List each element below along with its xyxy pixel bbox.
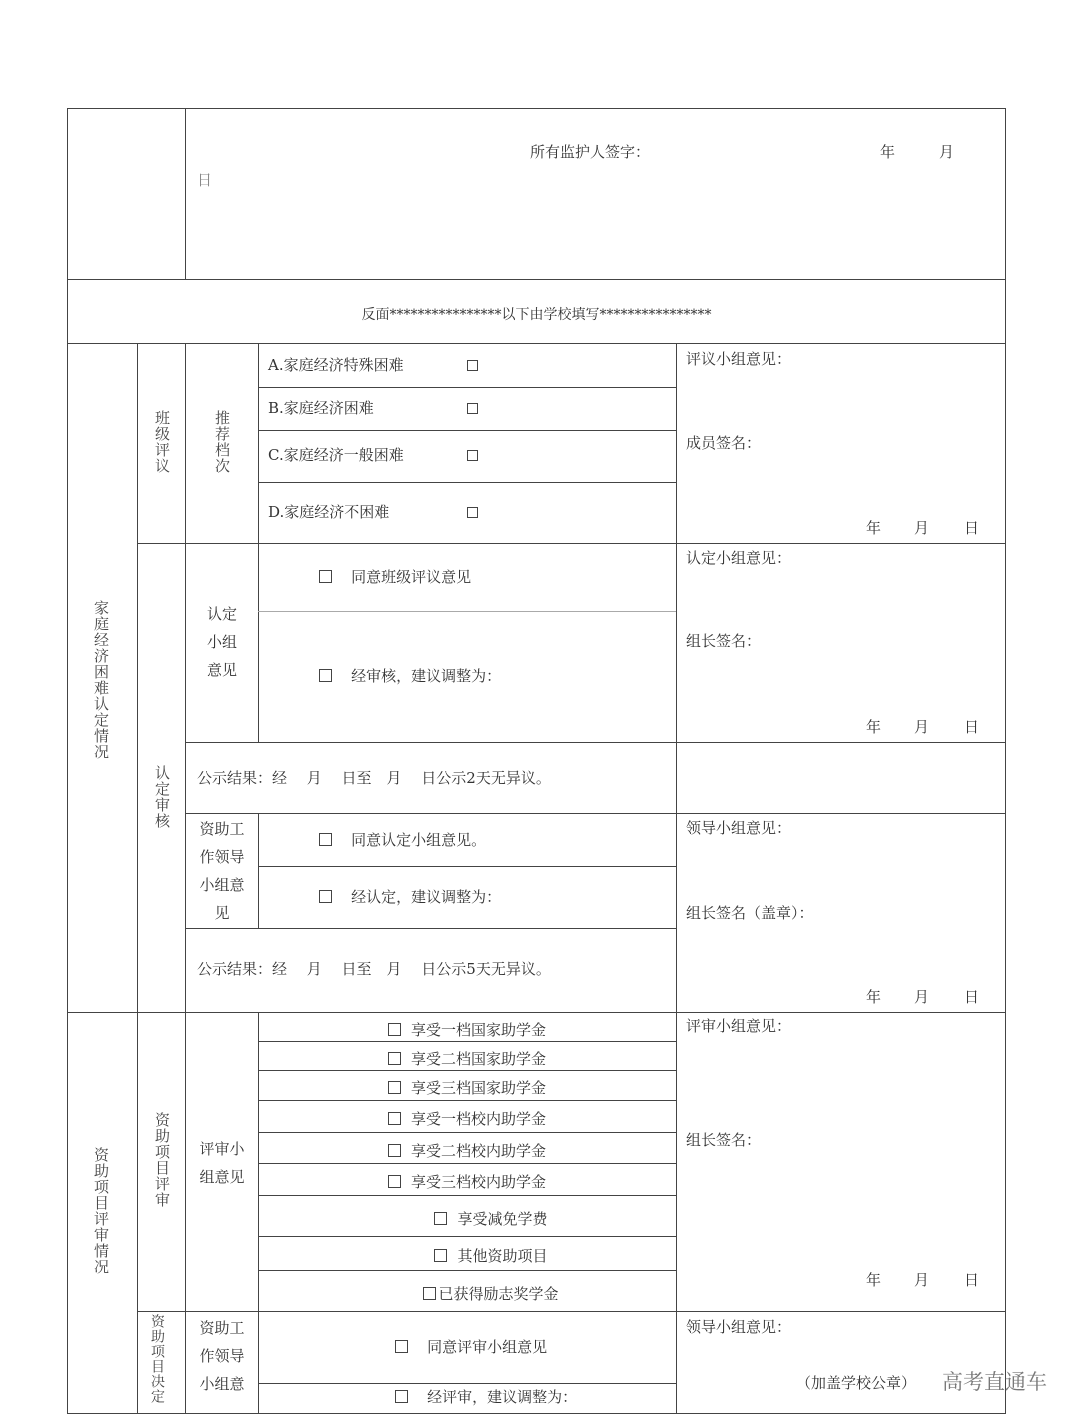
aid-option-8 — [258, 1245, 676, 1266]
watermark: 高考直通车 — [942, 1370, 1047, 1394]
leader-date-month: 月 — [914, 988, 930, 1006]
aid-option-6-checkbox[interactable] — [388, 1175, 401, 1188]
review-group-opinion-label: 评议小组意见： — [686, 350, 792, 368]
label-line: 认定 — [206, 605, 237, 623]
label-line: 作领导 — [199, 1347, 245, 1365]
guardian-date-year: 年 — [880, 143, 896, 161]
project-review-date-day: 日 — [964, 1271, 980, 1289]
aid-option-2-checkbox[interactable] — [388, 1052, 401, 1065]
grid-line — [676, 343, 677, 1414]
guardian-signature-field[interactable] — [187, 110, 1004, 277]
grid-line — [185, 928, 676, 929]
leader-date-year: 年 — [866, 988, 882, 1006]
agree-class-review-option — [319, 570, 471, 585]
project-decision-label: 资助项目决定 — [149, 1314, 165, 1404]
option-label: 享受一档国家助学金 — [410, 1021, 546, 1039]
grid-line — [258, 1100, 676, 1101]
publicity-result-2days: 公示结果：经 月 日至 月 日公示2天无异议。 — [197, 769, 551, 787]
agree-review-panel-checkbox[interactable] — [395, 1340, 408, 1353]
grid-line — [258, 1041, 676, 1042]
class-review-label: 班级评议 — [153, 410, 171, 474]
leader-group-label — [186, 815, 258, 927]
review-group-label — [186, 1135, 258, 1191]
guardian-date-day: 日 — [197, 171, 213, 189]
label-line: 组意见 — [199, 1168, 245, 1186]
agree-class-review-checkbox[interactable] — [319, 570, 332, 583]
verification-group-label — [186, 600, 258, 684]
school-fill-divider: 反面****************以下由学校填写**************** — [361, 307, 712, 323]
label-line: 见 — [214, 904, 230, 922]
grid-line — [67, 279, 1006, 280]
level-c-checkbox[interactable] — [467, 450, 478, 461]
grid-line — [258, 866, 676, 867]
label-line: 资助工 — [199, 820, 245, 838]
option-label: 同意认定小组意见。 — [351, 831, 487, 849]
adjust-after-review-option — [319, 669, 501, 684]
grid-line — [67, 1012, 1006, 1013]
level-d-checkbox[interactable] — [467, 507, 478, 518]
option-label: 同意评审小组意见 — [427, 1338, 548, 1356]
option-label: 经审核，建议调整为： — [351, 667, 502, 685]
section1-title: 家庭经济困难认定情况 — [92, 600, 110, 760]
decision-group-label — [186, 1314, 258, 1398]
level-option-c: C.家庭经济一般困难 — [268, 446, 404, 464]
adjust-after-review-checkbox[interactable] — [319, 669, 332, 682]
decision-leader-opinion-label: 领导小组意见： — [686, 1318, 792, 1336]
leader-date-day: 日 — [964, 988, 980, 1006]
grid-line — [137, 1311, 1006, 1312]
table-border-top — [67, 108, 1006, 109]
aid-option-7-checkbox[interactable] — [434, 1212, 447, 1225]
verification-date-year: 年 — [866, 718, 882, 736]
grid-line — [258, 1070, 676, 1071]
grid-line — [258, 1195, 676, 1196]
level-a-checkbox[interactable] — [467, 360, 478, 371]
option-label: 享受三档国家助学金 — [410, 1079, 546, 1097]
grid-line — [258, 387, 676, 388]
label-line: 小组 — [206, 633, 237, 651]
level-option-b: B.家庭经济困难 — [268, 399, 374, 417]
option-label: 已获得励志奖学金 — [438, 1285, 559, 1303]
option-label: 享受二档校内助学金 — [410, 1142, 546, 1160]
adjust-after-verification-option — [319, 890, 501, 905]
agree-review-panel-option — [395, 1340, 547, 1355]
option-label: 享受一档校内助学金 — [410, 1110, 546, 1128]
grid-line — [137, 543, 1006, 544]
option-label: 享受二档国家助学金 — [410, 1050, 546, 1068]
aid-option-5 — [258, 1140, 676, 1161]
aid-option-1 — [258, 1019, 676, 1040]
grid-line — [185, 813, 1006, 814]
verification-label: 认定审核 — [153, 765, 171, 829]
aid-option-1-checkbox[interactable] — [388, 1023, 401, 1036]
section2-title: 资助项目评审情况 — [92, 1147, 110, 1275]
grid-line — [258, 1270, 676, 1271]
adjust-after-panel-review-checkbox[interactable] — [395, 1390, 408, 1403]
aid-option-6 — [258, 1171, 676, 1192]
adjust-after-verification-checkbox[interactable] — [319, 890, 332, 903]
review-leader-signature-label: 组长签名： — [686, 1131, 762, 1149]
aid-option-2 — [258, 1048, 676, 1069]
project-review-label: 资助项目评审 — [153, 1112, 171, 1208]
aid-option-3 — [258, 1077, 676, 1098]
aid-option-4-checkbox[interactable] — [388, 1112, 401, 1125]
label-line: 小组意 — [199, 876, 245, 894]
option-label: 同意班级评议意见 — [351, 568, 472, 586]
guardian-date-month: 月 — [939, 143, 955, 161]
level-option-d: D.家庭经济不困难 — [268, 503, 390, 521]
leader-signature-stamp-label: 组长签名（盖章）： — [686, 904, 814, 922]
verification-date-month: 月 — [914, 718, 930, 736]
label-line: 小组意 — [199, 1375, 245, 1393]
label-line: 意见 — [206, 661, 237, 679]
aid-option-8-checkbox[interactable] — [434, 1249, 447, 1262]
grid-line — [137, 343, 138, 1414]
recommend-level-label: 推荐档次 — [213, 410, 231, 474]
option-label: 其他资助项目 — [457, 1247, 548, 1265]
label-line: 作领导 — [199, 848, 245, 866]
aid-option-3-checkbox[interactable] — [388, 1081, 401, 1094]
review-date-year: 年 — [866, 519, 882, 537]
publicity-result-5days: 公示结果：经 月 日至 月 日公示5天无异议。 — [197, 960, 551, 978]
table-border-bottom — [67, 1413, 1006, 1414]
grid-line — [185, 108, 186, 279]
grid-line — [258, 1132, 676, 1133]
aid-option-9 — [258, 1283, 676, 1304]
grid-line — [258, 813, 259, 928]
option-label: 经评审，建议调整为： — [427, 1388, 578, 1406]
aid-option-5-checkbox[interactable] — [388, 1144, 401, 1157]
verification-date-day: 日 — [964, 718, 980, 736]
review-panel-opinion-label: 评审小组意见： — [686, 1017, 792, 1035]
school-stamp-label: （加盖学校公章） — [796, 1374, 917, 1392]
project-review-date-year: 年 — [866, 1271, 882, 1289]
group-leader-signature-label: 组长签名： — [686, 632, 762, 650]
grid-line — [258, 1163, 676, 1164]
grid-line — [258, 1236, 676, 1237]
label-line: 资助工 — [199, 1319, 245, 1337]
grid-line — [258, 611, 676, 612]
agree-verification-checkbox[interactable] — [319, 833, 332, 846]
option-label: 经认定，建议调整为： — [351, 888, 502, 906]
agree-verification-option — [319, 833, 486, 848]
aid-option-9-checkbox[interactable] — [423, 1287, 436, 1300]
adjust-after-panel-review-option — [395, 1390, 577, 1405]
project-review-date-month: 月 — [914, 1271, 930, 1289]
grid-line — [258, 482, 676, 483]
option-label: 享受减免学费 — [457, 1210, 548, 1228]
grid-line — [185, 742, 1006, 743]
level-b-checkbox[interactable] — [467, 403, 478, 414]
review-date-day: 日 — [964, 519, 980, 537]
aid-option-7 — [258, 1208, 676, 1229]
aid-option-4 — [258, 1108, 676, 1129]
guardian-signature-label: 所有监护人签字： — [530, 143, 651, 161]
grid-line — [67, 343, 1006, 344]
verification-group-opinion-label: 认定小组意见： — [686, 549, 792, 567]
member-signature-label: 成员签名： — [686, 434, 762, 452]
grid-line — [258, 430, 676, 431]
level-option-a: A.家庭经济特殊困难 — [268, 356, 404, 374]
leader-group-opinion-label: 领导小组意见： — [686, 819, 792, 837]
label-line: 评审小 — [199, 1140, 245, 1158]
review-date-month: 月 — [914, 519, 930, 537]
grid-line — [258, 1383, 676, 1384]
option-label: 享受三档校内助学金 — [410, 1173, 546, 1191]
